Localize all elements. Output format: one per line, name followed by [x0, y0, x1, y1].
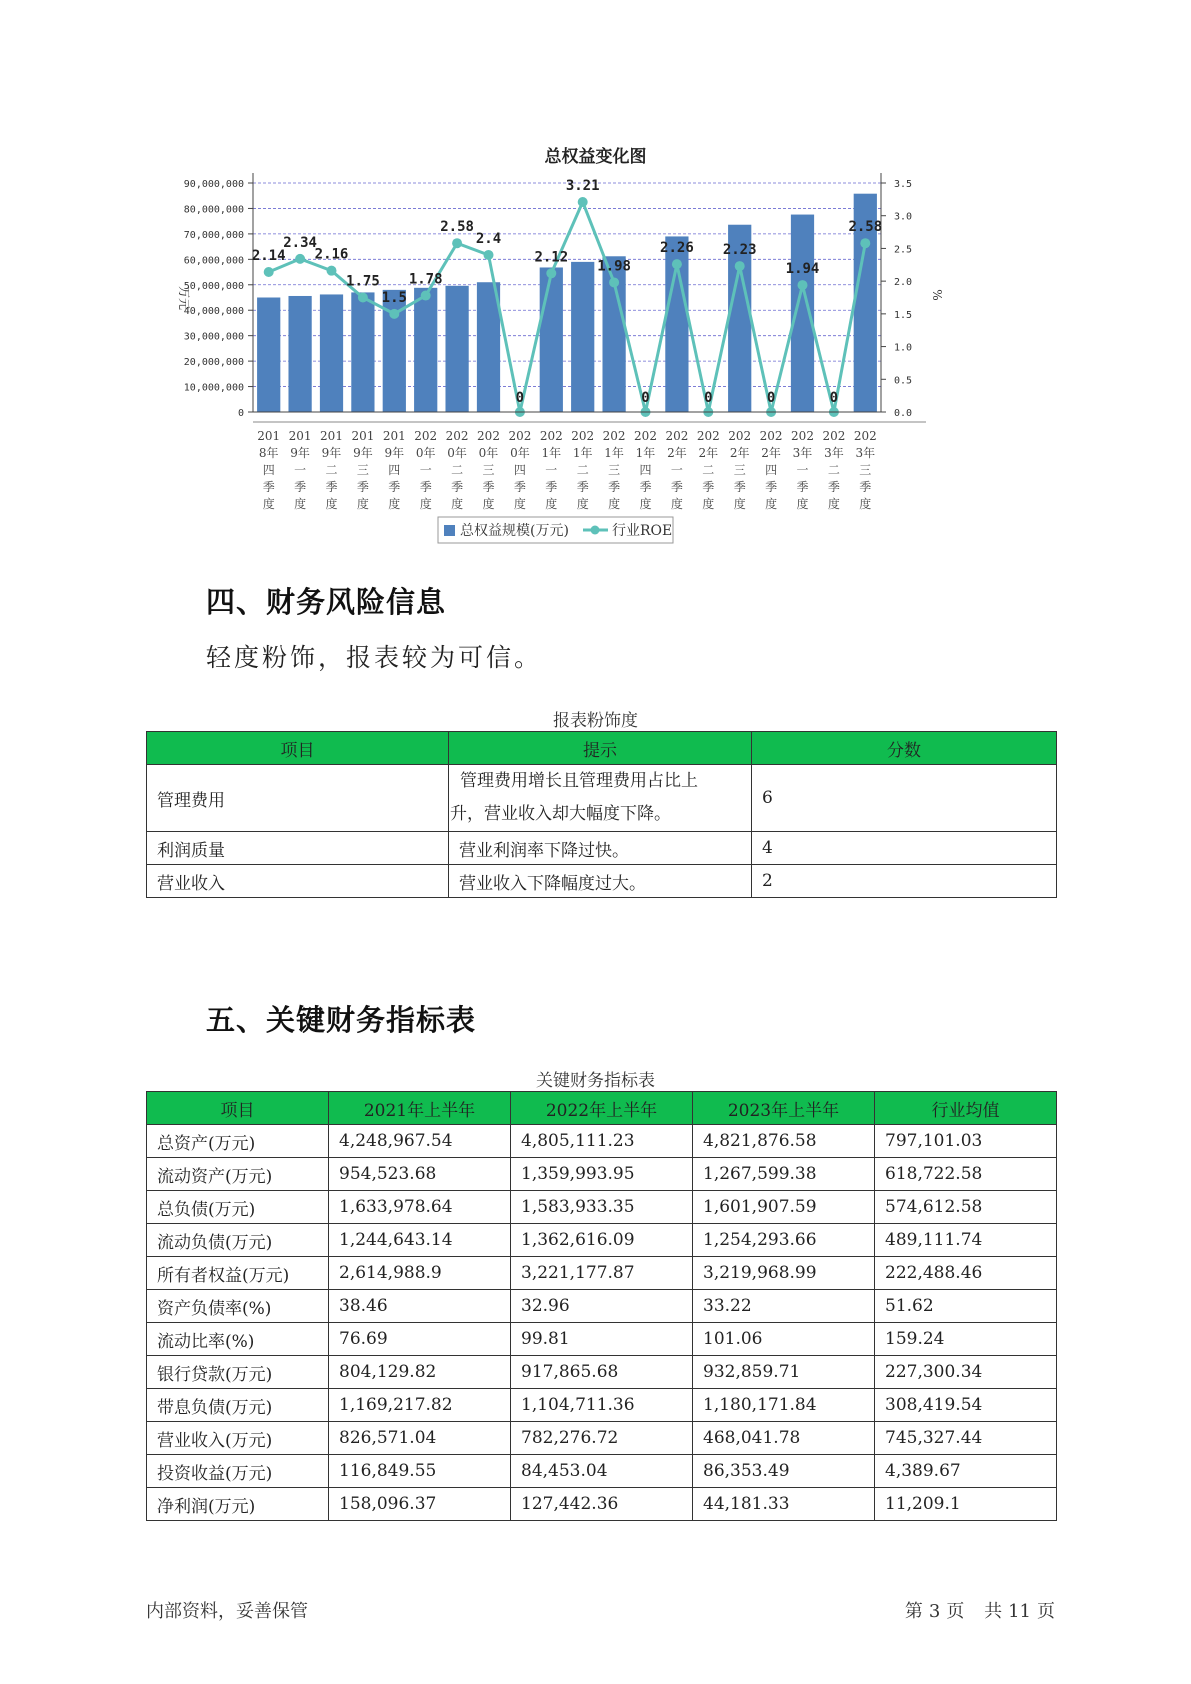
- x-tick-label: 度: [576, 497, 589, 511]
- x-tick-label: 202: [602, 429, 626, 443]
- metric-value: 33.22: [693, 1290, 875, 1323]
- y-left-tick-label: 50,000,000: [183, 280, 244, 292]
- risk-table-caption: 报表粉饰度: [553, 711, 638, 731]
- metric-value: 1,104,711.36: [511, 1389, 693, 1422]
- x-tick-label: 202: [414, 429, 438, 443]
- y-left-tick-label: 70,000,000: [183, 229, 244, 241]
- metrics-table: [146, 1091, 1057, 1521]
- metric-value: 51.62: [875, 1290, 1057, 1323]
- x-tick-label: 二: [325, 463, 338, 477]
- metric-name: 总资产(万元): [147, 1125, 329, 1158]
- section4-heading: 四、财务风险信息: [206, 585, 447, 619]
- roe-point: [295, 254, 305, 264]
- roe-data-label: 2.26: [660, 240, 694, 257]
- equity-bar: [288, 296, 311, 412]
- x-tick-label: 0年: [415, 446, 436, 460]
- x-tick-label: 度: [419, 497, 432, 511]
- x-tick-label: 一: [670, 463, 683, 477]
- roe-data-label: 2.58: [440, 219, 474, 236]
- equity-bar: [414, 288, 437, 412]
- x-tick-label: 3年: [792, 446, 813, 460]
- metric-name: 带息负债(万元): [147, 1389, 329, 1422]
- x-tick-label: 9年: [321, 446, 342, 460]
- x-tick-label: 季: [765, 480, 778, 494]
- table-row: [147, 1290, 1057, 1323]
- metric-value: 932,859.71: [693, 1356, 875, 1389]
- x-tick-label: 四: [513, 463, 526, 477]
- metric-value: 159.24: [875, 1323, 1057, 1356]
- x-tick-label: 2年: [698, 446, 719, 460]
- table-row: [147, 1125, 1057, 1158]
- roe-data-label: 2.4: [475, 230, 502, 247]
- x-tick-label: 二: [451, 463, 464, 477]
- table-row: [147, 1224, 1057, 1257]
- table-row: [147, 1488, 1057, 1521]
- y-left-tick-label: 90,000,000: [183, 179, 244, 190]
- page-number: 3: [928, 1601, 941, 1622]
- y-left-tick-label: 40,000,000: [183, 306, 244, 318]
- risk-tip: 营业利润率下降过快。: [449, 832, 752, 865]
- x-tick-label: 度: [325, 497, 338, 511]
- x-tick-label: 季: [419, 480, 432, 494]
- roe-data-label: 1.94: [785, 261, 820, 278]
- table-row: [147, 1257, 1057, 1290]
- roe-data-label: 0: [829, 390, 839, 406]
- metric-value: 3,221,177.87: [511, 1257, 693, 1290]
- metric-name: 总负债(万元): [147, 1191, 329, 1224]
- metric-value: 745,327.44: [875, 1422, 1057, 1455]
- x-tick-label: 度: [702, 497, 715, 511]
- x-tick-label: 季: [639, 480, 652, 494]
- x-tick-label: 202: [571, 429, 595, 443]
- equity-bars: [257, 194, 877, 412]
- metric-value: 1,169,217.82: [329, 1389, 511, 1422]
- x-tick-label: 度: [670, 497, 683, 511]
- chart-legend: [438, 517, 673, 543]
- column-header: 项目: [147, 1092, 329, 1125]
- x-tick-label: 季: [733, 480, 746, 494]
- roe-point: [546, 268, 556, 278]
- x-tick-label: 一: [796, 463, 809, 477]
- x-tick-label: 季: [796, 480, 809, 494]
- y-right-tick-label: 3.5: [894, 179, 913, 190]
- roe-point: [421, 291, 431, 301]
- roe-point: [578, 197, 588, 207]
- x-tick-label: 202: [853, 429, 877, 443]
- metric-value: 116,849.55: [329, 1455, 511, 1488]
- roe-point: [389, 309, 399, 319]
- equity-bar: [320, 294, 343, 412]
- y-right-tick-label: 2.5: [894, 244, 913, 256]
- legend-bar-swatch: [444, 525, 455, 536]
- y-left-axis-label: 万元: [177, 285, 191, 311]
- x-tick-label: 202: [539, 429, 563, 443]
- metric-value: 1,359,993.95: [511, 1158, 693, 1191]
- metric-value: 782,276.72: [511, 1422, 693, 1455]
- x-tick-label: 度: [639, 497, 652, 511]
- x-tick-label: 2年: [761, 446, 781, 460]
- metric-value: 32.96: [511, 1290, 693, 1323]
- y-right-tick-label: 3.0: [894, 211, 913, 223]
- column-header: 提示: [449, 732, 752, 765]
- x-tick-label: 季: [294, 480, 307, 494]
- x-tick-label: 度: [513, 497, 526, 511]
- table-row: [147, 1323, 1057, 1356]
- x-tick-label: 三: [733, 463, 746, 477]
- risk-score: 2: [752, 865, 1057, 898]
- total-pages: 11: [1008, 1601, 1031, 1622]
- y-left-tick-label: 20,000,000: [183, 357, 244, 369]
- x-tick-label: 四: [388, 463, 401, 477]
- risk-tip-line: 管理费用增长且管理费用占比上: [460, 771, 698, 791]
- risk-tip-line: 升，营业收入却大幅度下降。: [450, 804, 671, 824]
- x-tick-label: 3年: [824, 446, 844, 460]
- x-tick-label: 季: [702, 480, 715, 494]
- roe-data-label: 2.23: [722, 242, 757, 259]
- y-right-tick-label: 1.0: [894, 342, 913, 354]
- metric-name: 银行贷款(万元): [147, 1356, 329, 1389]
- footer-page-number: [899, 1597, 1055, 1623]
- legend-bar-label: 总权益规模(万元): [460, 523, 569, 539]
- risk-table: [146, 731, 1057, 898]
- metric-value: 489,111.74: [875, 1224, 1057, 1257]
- metric-value: 618,722.58: [875, 1158, 1057, 1191]
- equity-bar: [445, 286, 468, 412]
- x-tick-label: 0年: [510, 446, 530, 460]
- x-tick-label: 201: [320, 429, 343, 443]
- page-prefix: 第: [904, 1601, 923, 1622]
- metric-value: 158,096.37: [329, 1488, 511, 1521]
- metric-value: 4,821,876.58: [693, 1125, 875, 1158]
- x-tick-label: 季: [827, 480, 840, 494]
- metric-value: 84,453.04: [511, 1455, 693, 1488]
- table-row: [147, 1191, 1057, 1224]
- x-tick-label: 9年: [290, 446, 310, 460]
- roe-data-label: 2.16: [314, 246, 349, 263]
- x-tick-label: 202: [759, 429, 783, 443]
- x-tick-label: 三: [859, 463, 872, 477]
- metric-name: 流动比率(%): [147, 1323, 329, 1356]
- metric-name: 投资收益(万元): [147, 1455, 329, 1488]
- metric-value: 1,601,907.59: [693, 1191, 875, 1224]
- x-tick-label: 三: [608, 463, 621, 477]
- roe-data-label: 1.75: [346, 273, 380, 290]
- metric-value: 1,583,933.35: [511, 1191, 693, 1224]
- x-tick-label: 季: [859, 480, 872, 494]
- equity-bar: [540, 267, 563, 412]
- total-prefix: 共: [984, 1601, 1003, 1622]
- metric-value: 4,805,111.23: [511, 1125, 693, 1158]
- x-tick-label: 度: [451, 497, 464, 511]
- roe-point: [672, 259, 682, 269]
- metric-value: 11,209.1: [875, 1488, 1057, 1521]
- x-tick-label: 季: [325, 480, 338, 494]
- metric-value: 1,244,643.14: [329, 1224, 511, 1257]
- risk-tip: [449, 765, 752, 832]
- x-tick-label: 四: [765, 463, 778, 477]
- metric-value: 222,488.46: [875, 1257, 1057, 1290]
- column-header: 行业均值: [875, 1092, 1057, 1125]
- roe-point: [358, 293, 368, 303]
- table-row: [147, 765, 1057, 832]
- x-tick-label: 季: [576, 480, 589, 494]
- equity-bar: [351, 292, 374, 412]
- y-right-tick-label: 0.0: [894, 408, 913, 419]
- table-row: [147, 1422, 1057, 1455]
- x-tick-label: 季: [451, 480, 464, 494]
- risk-item: 管理费用: [147, 765, 449, 832]
- x-tick-label: 度: [294, 497, 307, 511]
- x-tick-label: 度: [608, 497, 621, 511]
- metric-value: 1,633,978.64: [329, 1191, 511, 1224]
- risk-item: 利润质量: [147, 832, 449, 865]
- equity-bar: [257, 298, 280, 413]
- roe-point: [798, 280, 808, 290]
- x-tick-label: 202: [634, 429, 657, 443]
- metric-value: 86,353.49: [693, 1455, 875, 1488]
- x-tick-label: 二: [576, 463, 589, 477]
- y-left-tick-label: 30,000,000: [183, 331, 244, 343]
- roe-data-label: 1.78: [408, 271, 443, 288]
- x-tick-label: 202: [696, 429, 720, 443]
- x-tick-label: 201: [351, 429, 375, 443]
- table-header-row: [147, 732, 1057, 765]
- x-tick-label: 季: [388, 480, 401, 494]
- x-tick-label: 202: [822, 429, 846, 443]
- x-tick-label: 1年: [635, 446, 656, 460]
- metric-value: 2,614,988.9: [329, 1257, 511, 1290]
- roe-point: [860, 238, 870, 248]
- metric-value: 574,612.58: [875, 1191, 1057, 1224]
- risk-score: 4: [752, 832, 1057, 865]
- metric-value: 44,181.33: [693, 1488, 875, 1521]
- metric-name: 资产负债率(%): [147, 1290, 329, 1323]
- roe-point: [452, 238, 462, 248]
- table-row: [147, 865, 1057, 898]
- metric-value: 826,571.04: [329, 1422, 511, 1455]
- metric-value: 99.81: [511, 1323, 693, 1356]
- table-row: [147, 1455, 1057, 1488]
- metric-value: 4,248,967.54: [329, 1125, 511, 1158]
- roe-data-label: 0: [766, 390, 776, 406]
- x-tick-label: 1年: [541, 446, 562, 460]
- risk-tip: 营业收入下降幅度过大。: [449, 865, 752, 898]
- metric-value: 1,254,293.66: [693, 1224, 875, 1257]
- x-tick-label: 度: [482, 497, 495, 511]
- legend-line-marker: [591, 526, 600, 535]
- column-header: 2021年上半年: [329, 1092, 511, 1125]
- metric-value: 468,041.78: [693, 1422, 875, 1455]
- x-tick-label: 201: [382, 429, 406, 443]
- x-tick-label: 一: [294, 463, 307, 477]
- x-tick-label: 季: [608, 480, 621, 494]
- x-tick-label: 202: [728, 429, 752, 443]
- roe-data-label: 0: [515, 390, 525, 406]
- y-left-tick-label: 10,000,000: [183, 382, 244, 394]
- metric-value: 76.69: [329, 1323, 511, 1356]
- roe-point: [484, 250, 494, 260]
- x-tick-label: 二: [827, 463, 840, 477]
- metric-value: 797,101.03: [875, 1125, 1057, 1158]
- x-tick-label: 202: [508, 429, 532, 443]
- x-tick-label: 9年: [384, 446, 405, 460]
- x-tick-label: 一: [419, 463, 432, 477]
- x-tick-label: 0年: [478, 446, 499, 460]
- x-tick-label: 度: [796, 497, 809, 511]
- roe-data-label: 2.34: [283, 234, 317, 251]
- footer-confidential-note: 内部资料，妥善保管: [146, 1601, 308, 1622]
- y-left-tick-label: 60,000,000: [183, 255, 244, 267]
- x-tick-label: 2年: [667, 446, 687, 460]
- roe-point: [735, 261, 745, 271]
- roe-data-label: 2.58: [848, 219, 883, 236]
- roe-data-label: 2.14: [251, 247, 286, 264]
- x-tick-label: 201: [288, 429, 312, 443]
- x-tick-label: 8年: [258, 446, 279, 460]
- y-right-tick-label: 1.5: [894, 309, 913, 321]
- metric-name: 所有者权益(万元): [147, 1257, 329, 1290]
- x-tick-label: 度: [388, 497, 401, 511]
- x-tick-label: 202: [791, 429, 814, 443]
- x-tick-label: 二: [702, 463, 715, 477]
- roe-data-label: 3.21: [565, 177, 600, 194]
- roe-data-label: 1.98: [597, 258, 631, 275]
- metric-name: 流动负债(万元): [147, 1224, 329, 1257]
- metric-value: 3,219,968.99: [693, 1257, 875, 1290]
- x-tick-label: 季: [670, 480, 683, 494]
- x-tick-label: 1年: [572, 446, 593, 460]
- section5-heading: 五、关键财务指标表: [206, 1003, 477, 1037]
- x-tick-label: 季: [356, 480, 369, 494]
- metric-value: 4,389.67: [875, 1455, 1057, 1488]
- x-tick-label: 度: [356, 497, 369, 511]
- y-right-axis-label: %: [930, 289, 944, 301]
- metric-name: 营业收入(万元): [147, 1422, 329, 1455]
- roe-point: [264, 267, 274, 277]
- x-tick-label: 度: [545, 497, 558, 511]
- x-tick-label: 202: [477, 429, 500, 443]
- column-header: 分数: [752, 732, 1057, 765]
- metric-value: 38.46: [329, 1290, 511, 1323]
- risk-item: 营业收入: [147, 865, 449, 898]
- roe-point: [609, 277, 619, 287]
- x-tick-label: 度: [827, 497, 840, 511]
- x-tick-label: 度: [733, 497, 746, 511]
- table-row: [147, 1356, 1057, 1389]
- metric-value: 917,865.68: [511, 1356, 693, 1389]
- metric-value: 127,442.36: [511, 1488, 693, 1521]
- roe-data-label: 0: [704, 390, 713, 406]
- x-tick-label: 季: [262, 480, 275, 494]
- x-tick-label: 3年: [855, 446, 876, 460]
- column-header: 项目: [147, 732, 449, 765]
- metrics-table-caption: 关键财务指标表: [536, 1071, 655, 1091]
- x-tick-label: 2年: [729, 446, 750, 460]
- column-header: 2023年上半年: [693, 1092, 875, 1125]
- chart-title: 总权益变化图: [544, 147, 647, 167]
- roe-data-label: 0: [641, 390, 650, 406]
- metric-value: 1,267,599.38: [693, 1158, 875, 1191]
- x-tick-label: 三: [482, 463, 495, 477]
- y-right-tick-label: 2.0: [894, 277, 913, 289]
- roe-point: [327, 266, 337, 276]
- metric-value: 227,300.34: [875, 1356, 1057, 1389]
- metric-value: 1,180,171.84: [693, 1389, 875, 1422]
- x-tick-label: 202: [665, 429, 689, 443]
- roe-data-label: 1.5: [381, 289, 407, 306]
- x-tick-label: 四: [262, 463, 275, 477]
- x-tick-label: 1年: [604, 446, 624, 460]
- x-tick-label: 201: [257, 429, 281, 443]
- table-row: [147, 832, 1057, 865]
- y-left-tick-label: 0: [237, 408, 244, 419]
- x-tick-label: 四: [639, 463, 652, 477]
- metric-name: 流动资产(万元): [147, 1158, 329, 1191]
- x-tick-label: 度: [262, 497, 275, 511]
- x-tick-label: 季: [482, 480, 495, 494]
- x-tick-label: 三: [356, 463, 369, 477]
- metric-value: 101.06: [693, 1323, 875, 1356]
- total-suffix: 页: [1037, 1601, 1055, 1622]
- x-tick-label: 202: [445, 429, 469, 443]
- metric-value: 308,419.54: [875, 1389, 1057, 1422]
- x-tick-label: 度: [765, 497, 778, 511]
- metric-value: 954,523.68: [329, 1158, 511, 1191]
- equity-bar: [571, 262, 594, 412]
- section4-summary: 轻度粉饰，报表较为可信。: [206, 643, 543, 672]
- x-tick-label: 度: [859, 497, 872, 511]
- metric-value: 804,129.82: [329, 1356, 511, 1389]
- x-tick-label: 季: [513, 480, 526, 494]
- y-left-tick-label: 80,000,000: [183, 204, 244, 216]
- y-right-tick-label: 0.5: [894, 375, 913, 387]
- roe-data-label: 2.12: [534, 249, 569, 266]
- metric-name: 净利润(万元): [147, 1488, 329, 1521]
- x-tick-label: 一: [545, 463, 558, 477]
- x-tick-label: 0年: [447, 446, 467, 460]
- risk-score: 6: [752, 765, 1057, 832]
- page-suffix: 页: [946, 1601, 965, 1622]
- x-tick-label: 季: [545, 480, 558, 494]
- table-row: [147, 1158, 1057, 1191]
- legend-line-label: 行业ROE: [612, 523, 673, 539]
- metric-value: 1,362,616.09: [511, 1224, 693, 1257]
- table-header-row: [147, 1092, 1057, 1125]
- x-tick-label: 9年: [353, 446, 373, 460]
- column-header: 2022年上半年: [511, 1092, 693, 1125]
- table-row: [147, 1389, 1057, 1422]
- equity-chart: [160, 170, 990, 600]
